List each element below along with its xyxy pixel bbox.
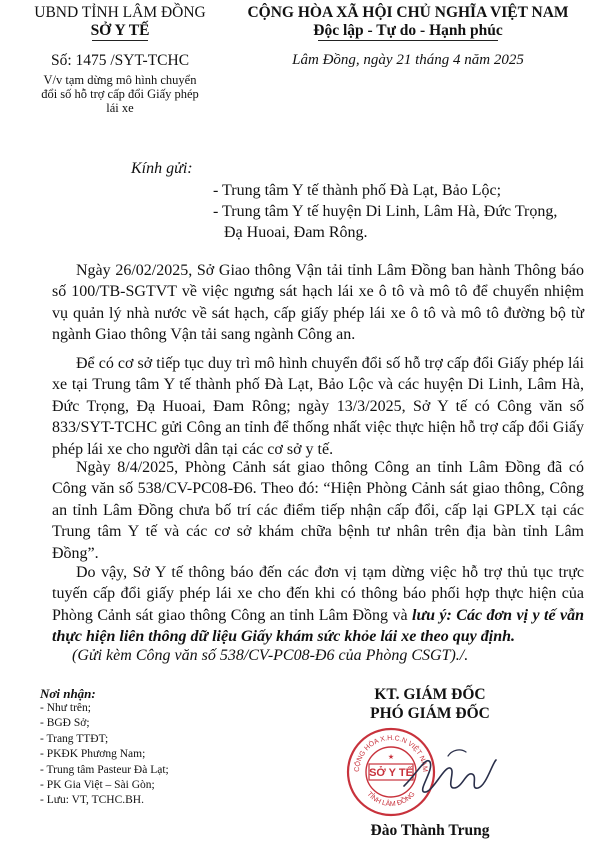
- signature-title-1: KT. GIÁM ĐỐC: [374, 686, 486, 703]
- subject-line: V/v tạm dừng mô hình chuyển: [43, 73, 197, 87]
- agency-name: SỞ Y TẾ: [90, 22, 150, 39]
- subject-line: lái xe: [106, 101, 134, 115]
- recipient-item: - Như trên;: [40, 702, 91, 714]
- recipient-item: - Trang TTĐT;: [40, 732, 109, 745]
- subject-line: đổi số hỗ trợ cấp đổi Giấy phép: [41, 87, 199, 101]
- svg-text:★: ★: [387, 753, 395, 761]
- paragraph-1: Ngày 26/02/2025, Sở Giao thông Vận tải tỉnh Lâm Đồng ban hành Thông báo số 100/TB-SGTVT về việc ngưng sát hạch lái xe ô tô và mô tô để chuyển nhiệm vụ quản lý nhà nước về sát hạch, cấp giấy phép lái xe ô tô và mô tô đường bộ từ ngành Giao thông Vận tải sang ngành Công an.: [52, 262, 584, 344]
- place-date: Lâm Đồng, ngày 21 tháng 4 năm 2025: [292, 52, 524, 68]
- agency-parent: UBND TỈNH LÂM ĐỒNG: [34, 4, 206, 21]
- nation-block: [228, 4, 588, 40]
- addressee-item: - Trung tâm Y tế huyện Di Linh, Lâm Hà, Đức Trọng,: [213, 203, 558, 220]
- addressee-item: Đạ Huoai, Đam Rông.: [224, 224, 368, 241]
- recipient-item: - PK Gia Việt – Sài Gòn;: [40, 779, 155, 792]
- stamp-top-text: CỘNG HÒA X.H.C.N VIỆT NAM: [353, 734, 429, 773]
- attachment-note: (Gửi kèm Công văn số 538/CV-PC08-Đ6 của Phòng CSGT)./.: [72, 647, 469, 664]
- signature-titles: [330, 685, 530, 723]
- stamp-center-text: SỞ Y TẾ: [369, 767, 413, 779]
- addressee-item: - Trung tâm Y tế thành phố Đà Lạt, Bảo Lộc;: [213, 182, 502, 199]
- nation-title: CỘNG HÒA XÃ HỘI CHỦ NGHĨA VIỆT NAM: [247, 4, 569, 21]
- recipient-item: - PKĐK Phương Nam;: [40, 748, 146, 761]
- motto: Độc lập - Tự do - Hạnh phúc: [313, 22, 503, 39]
- handwritten-signature: [400, 742, 510, 802]
- recipient-item: - Lưu: VT, TCHC.BH.: [40, 794, 144, 807]
- signer-name: Đào Thành Trung: [370, 822, 490, 839]
- paragraph-4-note: lưu ý: Các đơn vị y tế vẫn thực hiện liên thông dữ liệu Giấy khám sức khỏe lái xe theo quy định.: [52, 606, 585, 646]
- recipient-item: - Trung tâm Pasteur Đà Lạt;: [40, 763, 169, 776]
- motto-underline: [318, 40, 498, 41]
- paragraph-2: Để có cơ sở tiếp tục duy trì mô hình chuyển đổi số hỗ trợ cấp đổi Giấy phép lái xe tại Trung tâm Y tế thành phố Đà Lạt, Bảo Lộc và các huyện Di Linh, Lâm Hà, Đức Trọng, Đạ Huoai, Đam Rông; ngày 13/3/2025, Sở Y tế có Công văn số 833/SYT-TCHC gửi Công an tỉnh để thống nhất việc thực hiện hỗ trợ cấp đổi Giấy phép lái xe cho người dân tại các cơ sở y tế.: [52, 355, 584, 458]
- stamp-bottom-text: TỈNH LÂM ĐỒNG: [365, 790, 417, 809]
- recipients-block: [40, 686, 260, 809]
- addressee-label: Kính gửi:: [131, 160, 193, 177]
- doc-number: Số: 1475 /SYT-TCHC: [50, 52, 190, 69]
- recipients-label: Nơi nhận:: [40, 686, 96, 701]
- subject-block: [20, 73, 220, 115]
- recipient-item: - BGĐ Sở;: [40, 717, 90, 730]
- agency-underline: [92, 40, 148, 41]
- paragraph-3: Ngày 8/4/2025, Phòng Cảnh sát giao thông Công an tỉnh Lâm Đồng đã có Công văn số 538/CV-PC08-Đ6. Theo đó: “Hiện Phòng Cảnh sát giao thông, Công an tỉnh Lâm Đồng chưa bố trí các điểm tiếp nhận cấp đổi, cấp lại GPLX tại các Trung tâm Y tế và các cơ sở khám chữa bệnh tư nhân trên địa bàn tỉnh Lâm Đồng”.: [52, 459, 584, 562]
- agency-block: [20, 4, 220, 40]
- paragraph-4-text: Do vậy, Sở Y tế thông báo đến các đơn vị tạm dừng việc hỗ trợ thủ tục trực tuyến cấp đổi giấy phép lái xe cho đến khi có thông báo phối hợp thực hiện của Phòng Cảnh sát giao thông Công an tỉnh Lâm Đồng và: [52, 564, 584, 624]
- signature-title-2: PHÓ GIÁM ĐỐC: [370, 705, 490, 722]
- paragraph-4: [52, 562, 584, 648]
